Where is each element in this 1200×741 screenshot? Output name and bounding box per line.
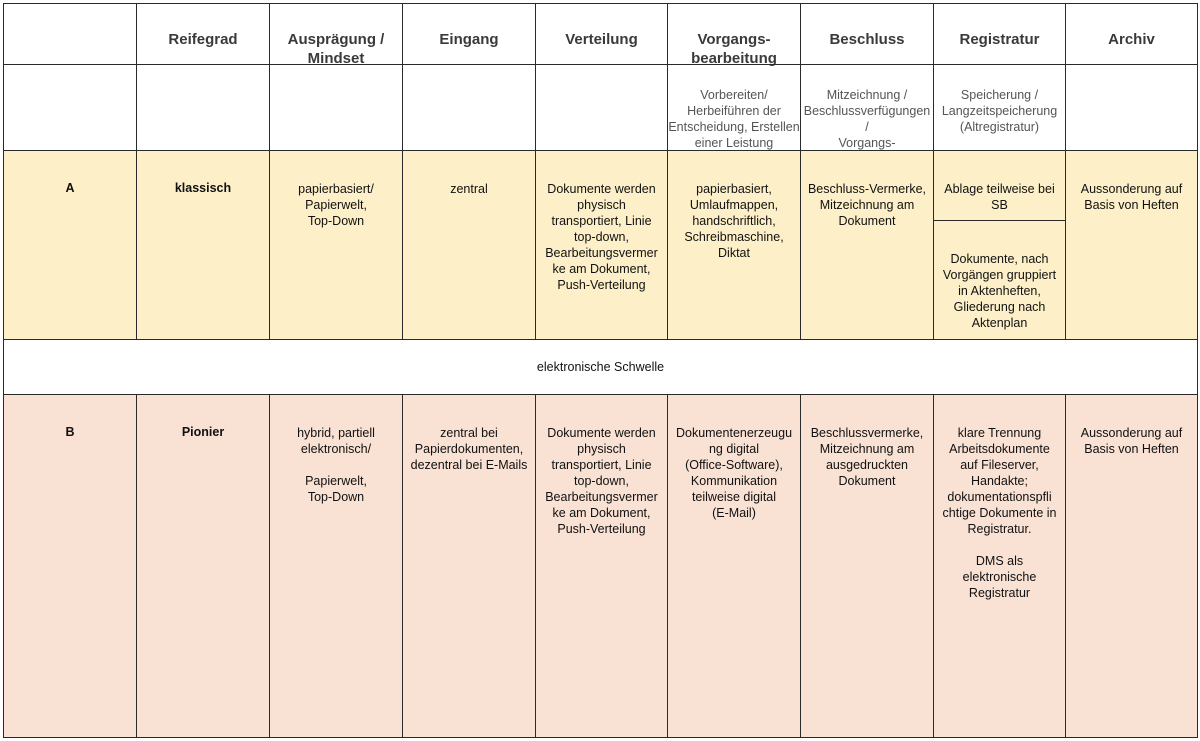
- header-archiv: Archiv: [1065, 3, 1198, 65]
- row-a-id: A: [3, 150, 137, 340]
- row-a-vorgangsbearbeitung: papierbasiert, Umlaufmappen, handschriftlich, Schreibmaschine, Diktat: [667, 150, 801, 340]
- row-a-reifegrad: klassisch: [136, 150, 270, 340]
- subheader-empty-2: [136, 64, 270, 151]
- header-empty: [3, 3, 137, 65]
- header-registratur: Registratur: [933, 3, 1066, 65]
- header-reifegrad: Reifegrad: [136, 3, 270, 65]
- header-beschluss: Beschluss: [800, 3, 934, 65]
- subheader-empty-5: [535, 64, 668, 151]
- row-a-registratur-1: Ablage teilweise bei SB: [933, 150, 1066, 221]
- row-b-beschluss: Beschlussvermerke, Mitzeichnung am ausgedruckten Dokument: [800, 394, 934, 738]
- row-b-id: B: [3, 394, 137, 738]
- row-b-verteilung: Dokumente werden physisch transportiert, Linie top-down, Bearbeitungsvermer ke am Dokument, Push-Verteilung: [535, 394, 668, 738]
- row-a-registratur-2: Dokumente, nach Vorgängen gruppiert in Aktenheften, Gliederung nach Aktenplan: [933, 220, 1066, 340]
- row-a-beschluss: Beschluss-Vermerke, Mitzeichnung am Dokument: [800, 150, 934, 340]
- row-b-auspraegung: hybrid, partiell elektronisch/ Papierwelt, Top-Down: [269, 394, 403, 738]
- row-a-archiv: Aussonderung auf Basis von Heften: [1065, 150, 1198, 340]
- subheader-empty-3: [269, 64, 403, 151]
- row-b-vorgangsbearbeitung: Dokumentenerzeugu ng digital (Office-Software), Kommunikation teilweise digital (E-Mail): [667, 394, 801, 738]
- row-a-auspraegung: papierbasiert/ Papierwelt, Top-Down: [269, 150, 403, 340]
- row-b-registratur: klare Trennung Arbeitsdokumente auf Fileserver, Handakte; dokumentationspfli chtige Dokumente in Registratur. DMS als elektronische Registratur: [933, 394, 1066, 738]
- threshold-label: elektronische Schwelle: [536, 360, 665, 374]
- row-b-eingang: zentral bei Papierdokumenten, dezentral bei E-Mails: [402, 394, 536, 738]
- row-b-reifegrad: Pionier: [136, 394, 270, 738]
- subheader-beschluss: Mitzeichnung / Beschlussverfügungen / Vorgangs-: [800, 64, 934, 151]
- subheader-vorgangsbearbeitung: Vorbereiten/ Herbeiführen der Entscheidung, Erstellen einer Leistung: [667, 64, 801, 151]
- header-auspraegung: Ausprägung / Mindset: [269, 3, 403, 65]
- header-verteilung: Verteilung: [535, 3, 668, 65]
- subheader-archiv: [1065, 64, 1198, 151]
- row-a-verteilung: Dokumente werden physisch transportiert, Linie top-down, Bearbeitungsvermer ke am Dokument, Push-Verteilung: [535, 150, 668, 340]
- subheader-registratur: Speicherung / Langzeitspeicherung (Altregistratur): [933, 64, 1066, 151]
- threshold-row: [3, 339, 1198, 395]
- row-b-archiv: Aussonderung auf Basis von Heften: [1065, 394, 1198, 738]
- subheader-empty-4: [402, 64, 536, 151]
- header-vorgangsbearbeitung: Vorgangs- bearbeitung: [667, 3, 801, 65]
- subheader-empty-1: [3, 64, 137, 151]
- header-eingang: Eingang: [402, 3, 536, 65]
- row-a-eingang: zentral: [402, 150, 536, 340]
